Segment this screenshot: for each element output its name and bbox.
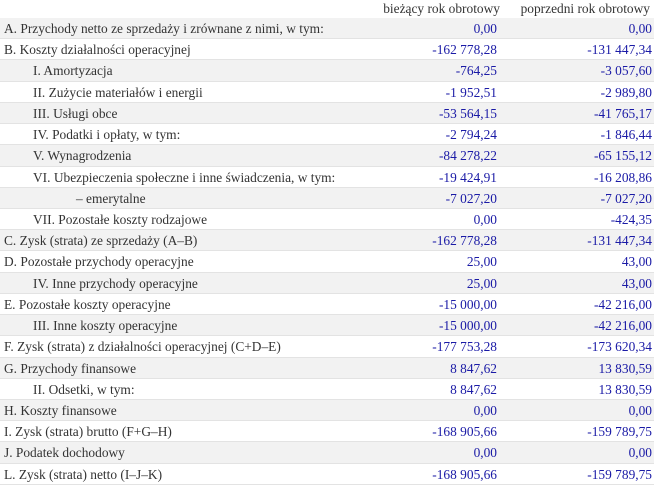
previous-year-value: -424,35 xyxy=(610,211,652,227)
current-year-value: -168 905,66 xyxy=(432,424,497,440)
table-row xyxy=(0,421,654,442)
table-row xyxy=(0,400,654,421)
row-label: J. Podatek dochodowy xyxy=(4,445,125,461)
table-row xyxy=(0,273,654,294)
previous-year-value: -131 447,34 xyxy=(587,233,652,249)
row-label: H. Koszty finansowe xyxy=(4,402,117,418)
table-row xyxy=(0,209,654,230)
table-row xyxy=(0,18,654,39)
table-row xyxy=(0,336,654,357)
row-label: V. Wynagrodzenia xyxy=(33,148,132,164)
row-label: B. Koszty działalności operacyjnej xyxy=(4,42,191,58)
row-label: I. Zysk (strata) brutto (F+G–H) xyxy=(4,424,172,440)
table-row xyxy=(0,167,654,188)
row-label: F. Zysk (strata) z działalności operacyjnej (C+D–E) xyxy=(4,339,281,355)
row-label: VI. Ubezpieczenia społeczne i inne świadczenia, w tym: xyxy=(33,169,336,185)
current-year-value: -177 753,28 xyxy=(432,339,497,355)
table-row xyxy=(0,315,654,336)
previous-year-value: 0,00 xyxy=(628,402,652,418)
current-year-value: 0,00 xyxy=(473,211,497,227)
current-year-value: -7 027,20 xyxy=(445,190,497,206)
table-row xyxy=(0,294,654,315)
row-label: L. Zysk (strata) netto (I–J–K) xyxy=(4,466,163,482)
previous-year-value: -159 789,75 xyxy=(587,424,652,440)
header-spacer xyxy=(0,0,353,18)
current-year-value: -19 424,91 xyxy=(438,169,497,185)
previous-year-value: -3 057,60 xyxy=(600,63,652,79)
table-row xyxy=(0,188,654,209)
previous-year-value: 13 830,59 xyxy=(598,360,652,376)
current-year-value: 0,00 xyxy=(473,402,497,418)
current-year-value: -2 794,24 xyxy=(445,127,497,143)
table-row xyxy=(0,251,654,272)
row-label: E. Pozostałe koszty operacyjne xyxy=(4,296,171,312)
current-year-value: -168 905,66 xyxy=(432,466,497,482)
current-year-value: -15 000,00 xyxy=(438,318,497,334)
previous-year-value: 13 830,59 xyxy=(598,381,652,397)
table-row xyxy=(0,358,654,379)
table-row xyxy=(0,230,654,251)
previous-year-value: -173 620,34 xyxy=(587,339,652,355)
row-label: A. Przychody netto ze sprzedaży i zrównane z nimi, w tym: xyxy=(4,21,324,36)
row-label: – emerytalne xyxy=(76,190,146,206)
current-year-value: 0,00 xyxy=(473,21,497,36)
previous-year-value: -65 155,12 xyxy=(593,148,652,164)
table-row xyxy=(0,103,654,124)
row-label: C. Zysk (strata) ze sprzedaży (A–B) xyxy=(4,233,198,249)
previous-year-value: -159 789,75 xyxy=(587,466,652,482)
table-row xyxy=(0,464,654,485)
current-year-value: 0,00 xyxy=(473,445,497,461)
current-year-value: -764,25 xyxy=(455,63,497,79)
previous-year-value: -16 208,86 xyxy=(593,169,652,185)
row-label: I. Amortyzacja xyxy=(33,63,113,79)
current-year-value: 25,00 xyxy=(466,254,497,270)
previous-year-value: -42 216,00 xyxy=(593,318,652,334)
table-row xyxy=(0,442,654,463)
current-year-value: 8 847,62 xyxy=(450,360,497,376)
current-year-value: -15 000,00 xyxy=(438,296,497,312)
row-label: IV. Inne przychody operacyjne xyxy=(33,275,198,291)
current-year-value: -162 778,28 xyxy=(432,233,497,249)
table-header xyxy=(0,0,654,18)
current-year-value: 25,00 xyxy=(466,275,497,291)
row-label: VII. Pozostałe koszty rodzajowe xyxy=(33,211,208,227)
current-year-value: -162 778,28 xyxy=(432,42,497,58)
table-row xyxy=(0,60,654,81)
header-current-year: bieżący rok obrotowy xyxy=(383,1,500,16)
row-label: II. Zużycie materiałów i energii xyxy=(33,84,203,100)
header-previous-year: poprzedni rok obrotowy xyxy=(520,1,650,16)
current-year-value: 8 847,62 xyxy=(450,381,497,397)
previous-year-value: -42 216,00 xyxy=(593,296,652,312)
previous-year-value: -131 447,34 xyxy=(587,42,652,58)
previous-year-value: -41 765,17 xyxy=(593,105,652,121)
previous-year-value: 43,00 xyxy=(621,275,652,291)
row-label: II. Odsetki, w tym: xyxy=(33,381,135,397)
previous-year-value: 0,00 xyxy=(628,445,652,461)
previous-year-value: -1 846,44 xyxy=(600,127,652,143)
table-row xyxy=(0,124,654,145)
table-row xyxy=(0,82,654,103)
current-year-value: -53 564,15 xyxy=(438,105,497,121)
table-row xyxy=(0,379,654,400)
row-label: III. Usługi obce xyxy=(33,105,118,121)
row-label: D. Pozostałe przychody operacyjne xyxy=(4,254,194,270)
current-year-value: -84 278,22 xyxy=(438,148,497,164)
previous-year-value: 0,00 xyxy=(628,21,652,36)
previous-year-value: 43,00 xyxy=(621,254,652,270)
row-label: III. Inne koszty operacyjne xyxy=(33,318,178,334)
current-year-value: -1 952,51 xyxy=(445,84,497,100)
row-label: G. Przychody finansowe xyxy=(4,360,137,376)
previous-year-value: -7 027,20 xyxy=(600,190,652,206)
table-body xyxy=(0,18,654,485)
table-row xyxy=(0,145,654,166)
table-row xyxy=(0,39,654,60)
row-label: IV. Podatki i opłaty, w tym: xyxy=(33,127,181,143)
previous-year-value: -2 989,80 xyxy=(600,84,652,100)
